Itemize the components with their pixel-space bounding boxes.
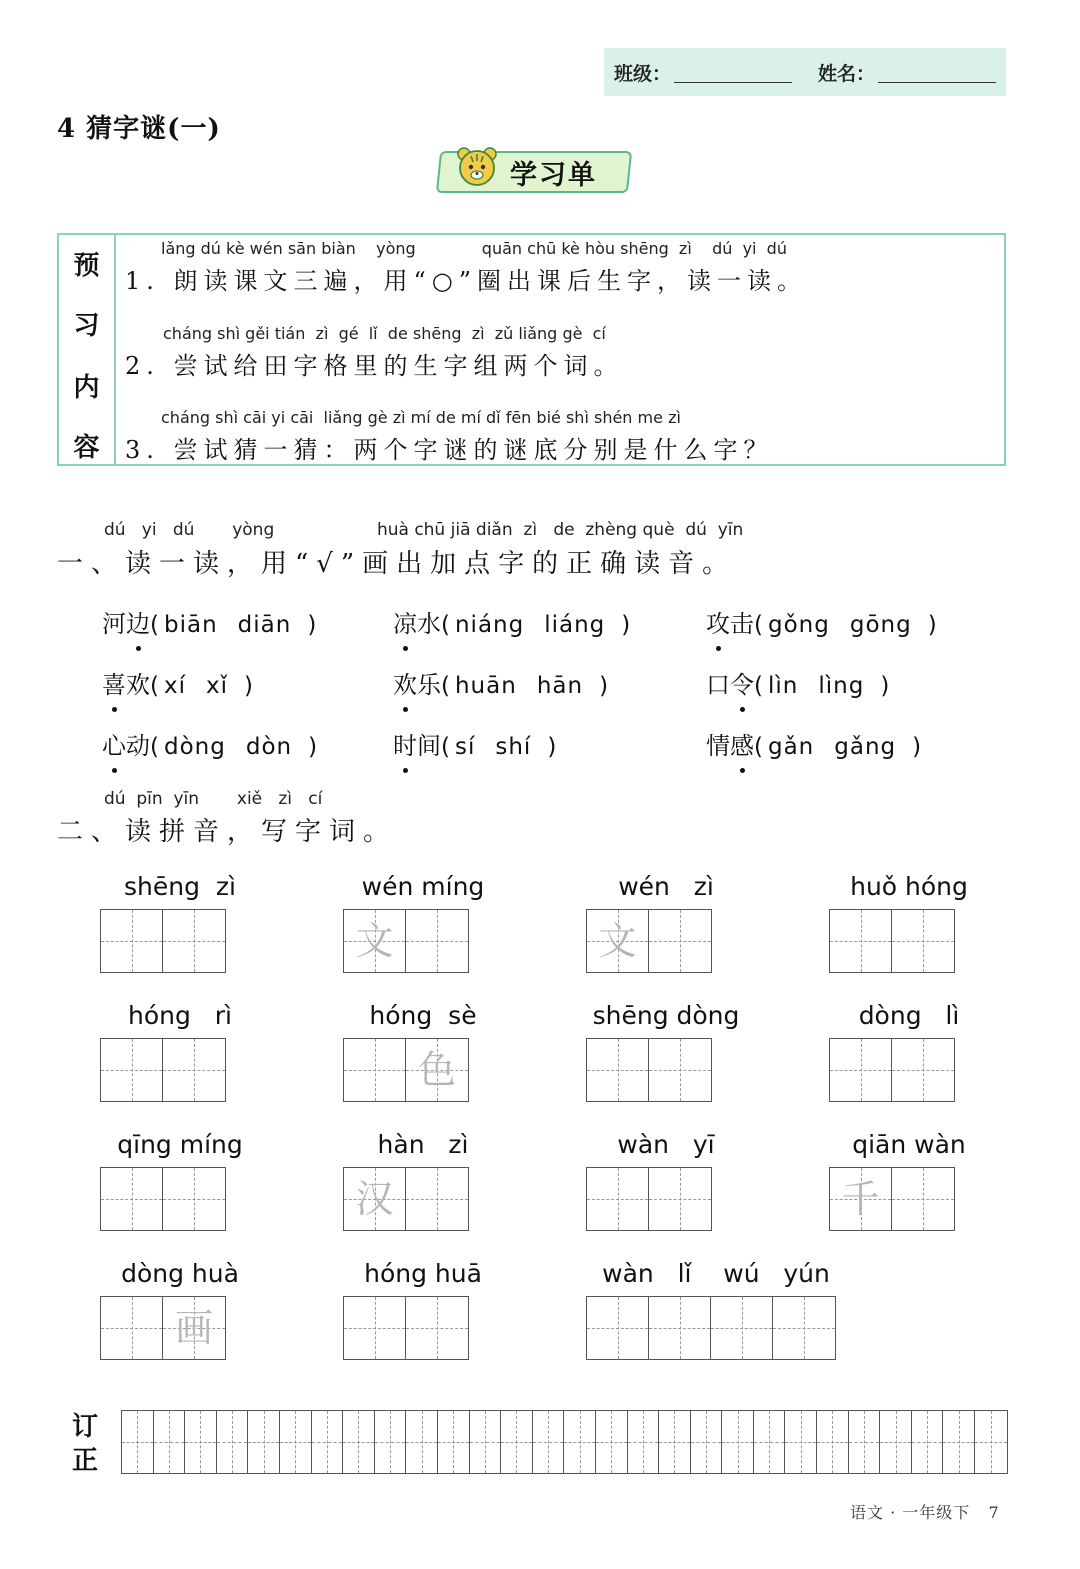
section2-title: 二、读拼音，写字词。 (57, 817, 398, 847)
word-char: 情 (706, 732, 730, 760)
correction-cell[interactable] (533, 1411, 565, 1473)
tian-grid (586, 1296, 836, 1360)
tian-grid (100, 1167, 226, 1231)
pinyin-option[interactable]: gǒng (767, 612, 830, 638)
tian-cell[interactable] (587, 910, 649, 972)
correction-cell[interactable] (691, 1411, 723, 1473)
reading-choice-item: 心动( dòng dòn ) (102, 726, 318, 761)
page-footer: 语文 · 一年级下 7 (850, 1503, 1000, 1522)
preview-item-pinyin: cháng shì cāi yi cāi liǎng gè zì mí de mí dǐ fēn bié shì shén me zì (161, 408, 681, 427)
tian-grid (343, 909, 469, 973)
correction-cell[interactable] (785, 1411, 817, 1473)
correction-cell[interactable] (596, 1411, 628, 1473)
tian-grid (343, 1296, 469, 1360)
word-pinyin: shēng dòng (592, 1001, 740, 1030)
tian-grid (100, 1296, 226, 1360)
correction-cell[interactable] (217, 1411, 249, 1473)
tian-grid (100, 909, 226, 973)
word-char: 欢 (126, 671, 150, 699)
tian-cell[interactable] (101, 1168, 163, 1230)
class-label: 班级： (614, 63, 672, 85)
pinyin-option[interactable]: diān (237, 612, 292, 638)
hint-char: 画 (174, 1306, 213, 1350)
reading-choice-item: 欢乐( huān hān ) (393, 665, 609, 700)
tian-cell[interactable] (101, 1297, 163, 1359)
correction-label (72, 1410, 106, 1478)
preview-label-char: 习 (73, 311, 100, 341)
pinyin-option[interactable]: hān (536, 673, 584, 699)
word-pinyin: hóng sè (369, 1001, 477, 1030)
hint-char: 汉 (355, 1177, 394, 1221)
tian-grid (100, 1038, 226, 1102)
tian-grid (829, 1038, 955, 1102)
reading-choice-item: 凉水( niáng liáng ) (393, 604, 631, 639)
preview-item-text: 1. 朗读课文三遍，用“○”圈出课后生字，读一读。 (125, 267, 808, 295)
pinyin-option[interactable]: lìn (767, 673, 799, 699)
word-pinyin: dòng lì (858, 1001, 960, 1030)
tian-cell[interactable] (587, 1168, 649, 1230)
word-char: 水 (417, 610, 441, 638)
correction-cell[interactable] (975, 1411, 1007, 1473)
reading-choice-item: 时间( sí shí ) (393, 726, 557, 761)
tian-grid (343, 1167, 469, 1231)
tian-cell[interactable] (101, 1039, 163, 1101)
word-char: 河 (102, 610, 126, 638)
correction-grid (121, 1410, 1008, 1474)
word-char: 乐 (417, 671, 441, 699)
correction-cell[interactable] (122, 1411, 154, 1473)
preview-label-char: 容 (73, 433, 100, 463)
student-info-box (604, 48, 1006, 96)
pinyin-option[interactable]: dòng (163, 734, 226, 760)
tian-cell[interactable] (344, 1039, 406, 1101)
tian-grid (343, 1038, 469, 1102)
word-char-dotted: 攻 (706, 604, 730, 639)
tian-cell[interactable] (649, 1168, 711, 1230)
correction-cell[interactable] (880, 1411, 912, 1473)
correction-label-char: 正 (72, 1446, 99, 1476)
word-pinyin: qiān wàn (852, 1130, 966, 1159)
correction-cell[interactable] (501, 1411, 533, 1473)
hint-char: 文 (355, 919, 394, 963)
correction-cell[interactable] (154, 1411, 186, 1473)
correction-cell[interactable] (817, 1411, 849, 1473)
pinyin-option[interactable]: xǐ (206, 673, 229, 699)
tian-grid (586, 1038, 712, 1102)
preview-item-pinyin: lǎng dú kè wén sān biàn yòng quān chū kè hòu shēng zì dú yi dú (161, 239, 787, 258)
correction-cell[interactable] (185, 1411, 217, 1473)
word-char: 击 (730, 610, 754, 638)
tian-cell[interactable] (773, 1297, 835, 1359)
word-pinyin: huǒ hóng (850, 872, 968, 901)
preview-table (57, 233, 1006, 466)
tiger-mascot-icon (454, 144, 500, 190)
tian-cell[interactable] (163, 910, 225, 972)
word-pinyin: wàn lǐ wú yún (602, 1259, 830, 1288)
preview-item-text: 3. 尝试猜一猜：两个字谜的谜底分别是什么字？ (125, 436, 774, 464)
word-pinyin: qīng míng (117, 1130, 243, 1159)
tian-cell[interactable] (406, 1039, 468, 1101)
tian-cell[interactable] (163, 1297, 225, 1359)
tian-cell[interactable] (830, 1168, 892, 1230)
word-pinyin: wén míng (361, 872, 485, 901)
tian-cell[interactable] (892, 1039, 954, 1101)
word-pinyin: hóng rì (128, 1001, 232, 1030)
pinyin-option[interactable]: liáng (544, 612, 606, 638)
name-field[interactable] (878, 82, 996, 83)
tian-cell[interactable] (587, 1039, 649, 1101)
tian-cell[interactable] (892, 910, 954, 972)
tian-grid (829, 1167, 955, 1231)
tian-cell[interactable] (406, 910, 468, 972)
tian-cell[interactable] (101, 910, 163, 972)
preview-label-column (59, 235, 116, 464)
tian-grid (829, 909, 955, 973)
pinyin-option[interactable]: huān (454, 673, 517, 699)
preview-item-pinyin: cháng shì gěi tián zì gé lǐ de shēng zì zǔ liǎng gè cí (163, 324, 606, 343)
correction-cell[interactable] (312, 1411, 344, 1473)
tian-cell[interactable] (587, 1297, 649, 1359)
pinyin-option[interactable]: shí (495, 734, 532, 760)
tian-cell[interactable] (163, 1168, 225, 1230)
correction-cell[interactable] (943, 1411, 975, 1473)
name-label: 姓名： (818, 63, 876, 85)
word-char-dotted: 时 (393, 726, 417, 761)
lesson-title: 4 猜字谜(一) (57, 114, 221, 144)
reading-choice-item: 河边( biān diān ) (102, 604, 317, 639)
word-char: 动 (126, 732, 150, 760)
tian-cell[interactable] (649, 1039, 711, 1101)
preview-item-text: 2. 尝试给田字格里的生字组两个词。 (125, 352, 624, 380)
correction-cell[interactable] (438, 1411, 470, 1473)
preview-label-char: 预 (73, 251, 100, 281)
pinyin-option[interactable]: biān (163, 612, 218, 638)
tian-cell[interactable] (711, 1297, 773, 1359)
word-char-dotted: 边 (126, 604, 150, 639)
pinyin-option[interactable]: lìng (818, 673, 865, 699)
pinyin-option[interactable]: niáng (454, 612, 525, 638)
word-char-dotted: 欢 (393, 665, 417, 700)
tian-cell[interactable] (406, 1168, 468, 1230)
pinyin-option[interactable]: dòn (245, 734, 293, 760)
correction-label-char: 订 (72, 1412, 99, 1442)
tian-grid (586, 909, 712, 973)
pinyin-option[interactable]: gǎn (767, 734, 815, 760)
word-char: 间 (417, 732, 441, 760)
preview-label-char: 内 (73, 373, 100, 403)
section1-pinyin: dú yi dú yòng huà chū jiā diǎn zì de zhèng què dú yīn (104, 520, 744, 540)
tian-cell[interactable] (892, 1168, 954, 1230)
correction-cell[interactable] (849, 1411, 881, 1473)
tian-cell[interactable] (344, 1168, 406, 1230)
word-char-dotted: 令 (730, 665, 754, 700)
worksheet-banner (438, 143, 626, 191)
word-char-dotted: 感 (730, 726, 754, 761)
word-pinyin: shēng zì (124, 872, 236, 901)
pinyin-option[interactable]: gōng (849, 612, 912, 638)
reading-choice-item: 口令( lìn lìng ) (706, 665, 890, 700)
tian-cell[interactable] (830, 910, 892, 972)
tian-cell[interactable] (649, 1297, 711, 1359)
pinyin-option[interactable]: xí (163, 673, 186, 699)
word-pinyin: wén zì (618, 872, 714, 901)
hint-char: 文 (598, 919, 637, 963)
pinyin-option[interactable]: sí (454, 734, 476, 760)
word-char-dotted: 凉 (393, 604, 417, 639)
reading-choice-item: 攻击( gǒng gōng ) (706, 604, 938, 639)
correction-cell[interactable] (280, 1411, 312, 1473)
section2-pinyin: dú pīn yīn xiě zì cí (104, 789, 323, 809)
word-char: 口 (706, 671, 730, 699)
correction-cell[interactable] (659, 1411, 691, 1473)
banner-title: 学习单 (510, 160, 597, 191)
correction-cell[interactable] (754, 1411, 786, 1473)
tian-cell[interactable] (344, 1297, 406, 1359)
correction-cell[interactable] (912, 1411, 944, 1473)
word-pinyin: hàn zì (377, 1130, 469, 1159)
reading-choice-item: 喜欢( xí xǐ ) (102, 665, 254, 700)
correction-cell[interactable] (343, 1411, 375, 1473)
tian-cell[interactable] (406, 1297, 468, 1359)
reading-choice-item: 情感( gǎn gǎng ) (706, 726, 922, 761)
word-char-dotted: 心 (102, 726, 126, 761)
correction-cell[interactable] (628, 1411, 660, 1473)
tian-grid (586, 1167, 712, 1231)
correction-cell[interactable] (470, 1411, 502, 1473)
correction-cell[interactable] (722, 1411, 754, 1473)
tian-cell[interactable] (163, 1039, 225, 1101)
correction-cell[interactable] (564, 1411, 596, 1473)
correction-cell[interactable] (248, 1411, 280, 1473)
section1-title: 一、读一读，用“√”画出加点字的正确读音。 (57, 549, 737, 579)
class-field[interactable] (674, 82, 792, 83)
word-pinyin: dòng huà (121, 1259, 239, 1288)
tian-cell[interactable] (649, 910, 711, 972)
word-pinyin: wàn yī (617, 1130, 715, 1159)
tian-cell[interactable] (344, 910, 406, 972)
word-char-dotted: 喜 (102, 665, 126, 700)
hint-char: 色 (417, 1048, 456, 1092)
pinyin-option[interactable]: gǎng (834, 734, 897, 760)
correction-cell[interactable] (375, 1411, 407, 1473)
tian-cell[interactable] (830, 1039, 892, 1101)
correction-cell[interactable] (406, 1411, 438, 1473)
hint-char: 千 (841, 1177, 880, 1221)
word-pinyin: hóng huā (364, 1259, 482, 1288)
